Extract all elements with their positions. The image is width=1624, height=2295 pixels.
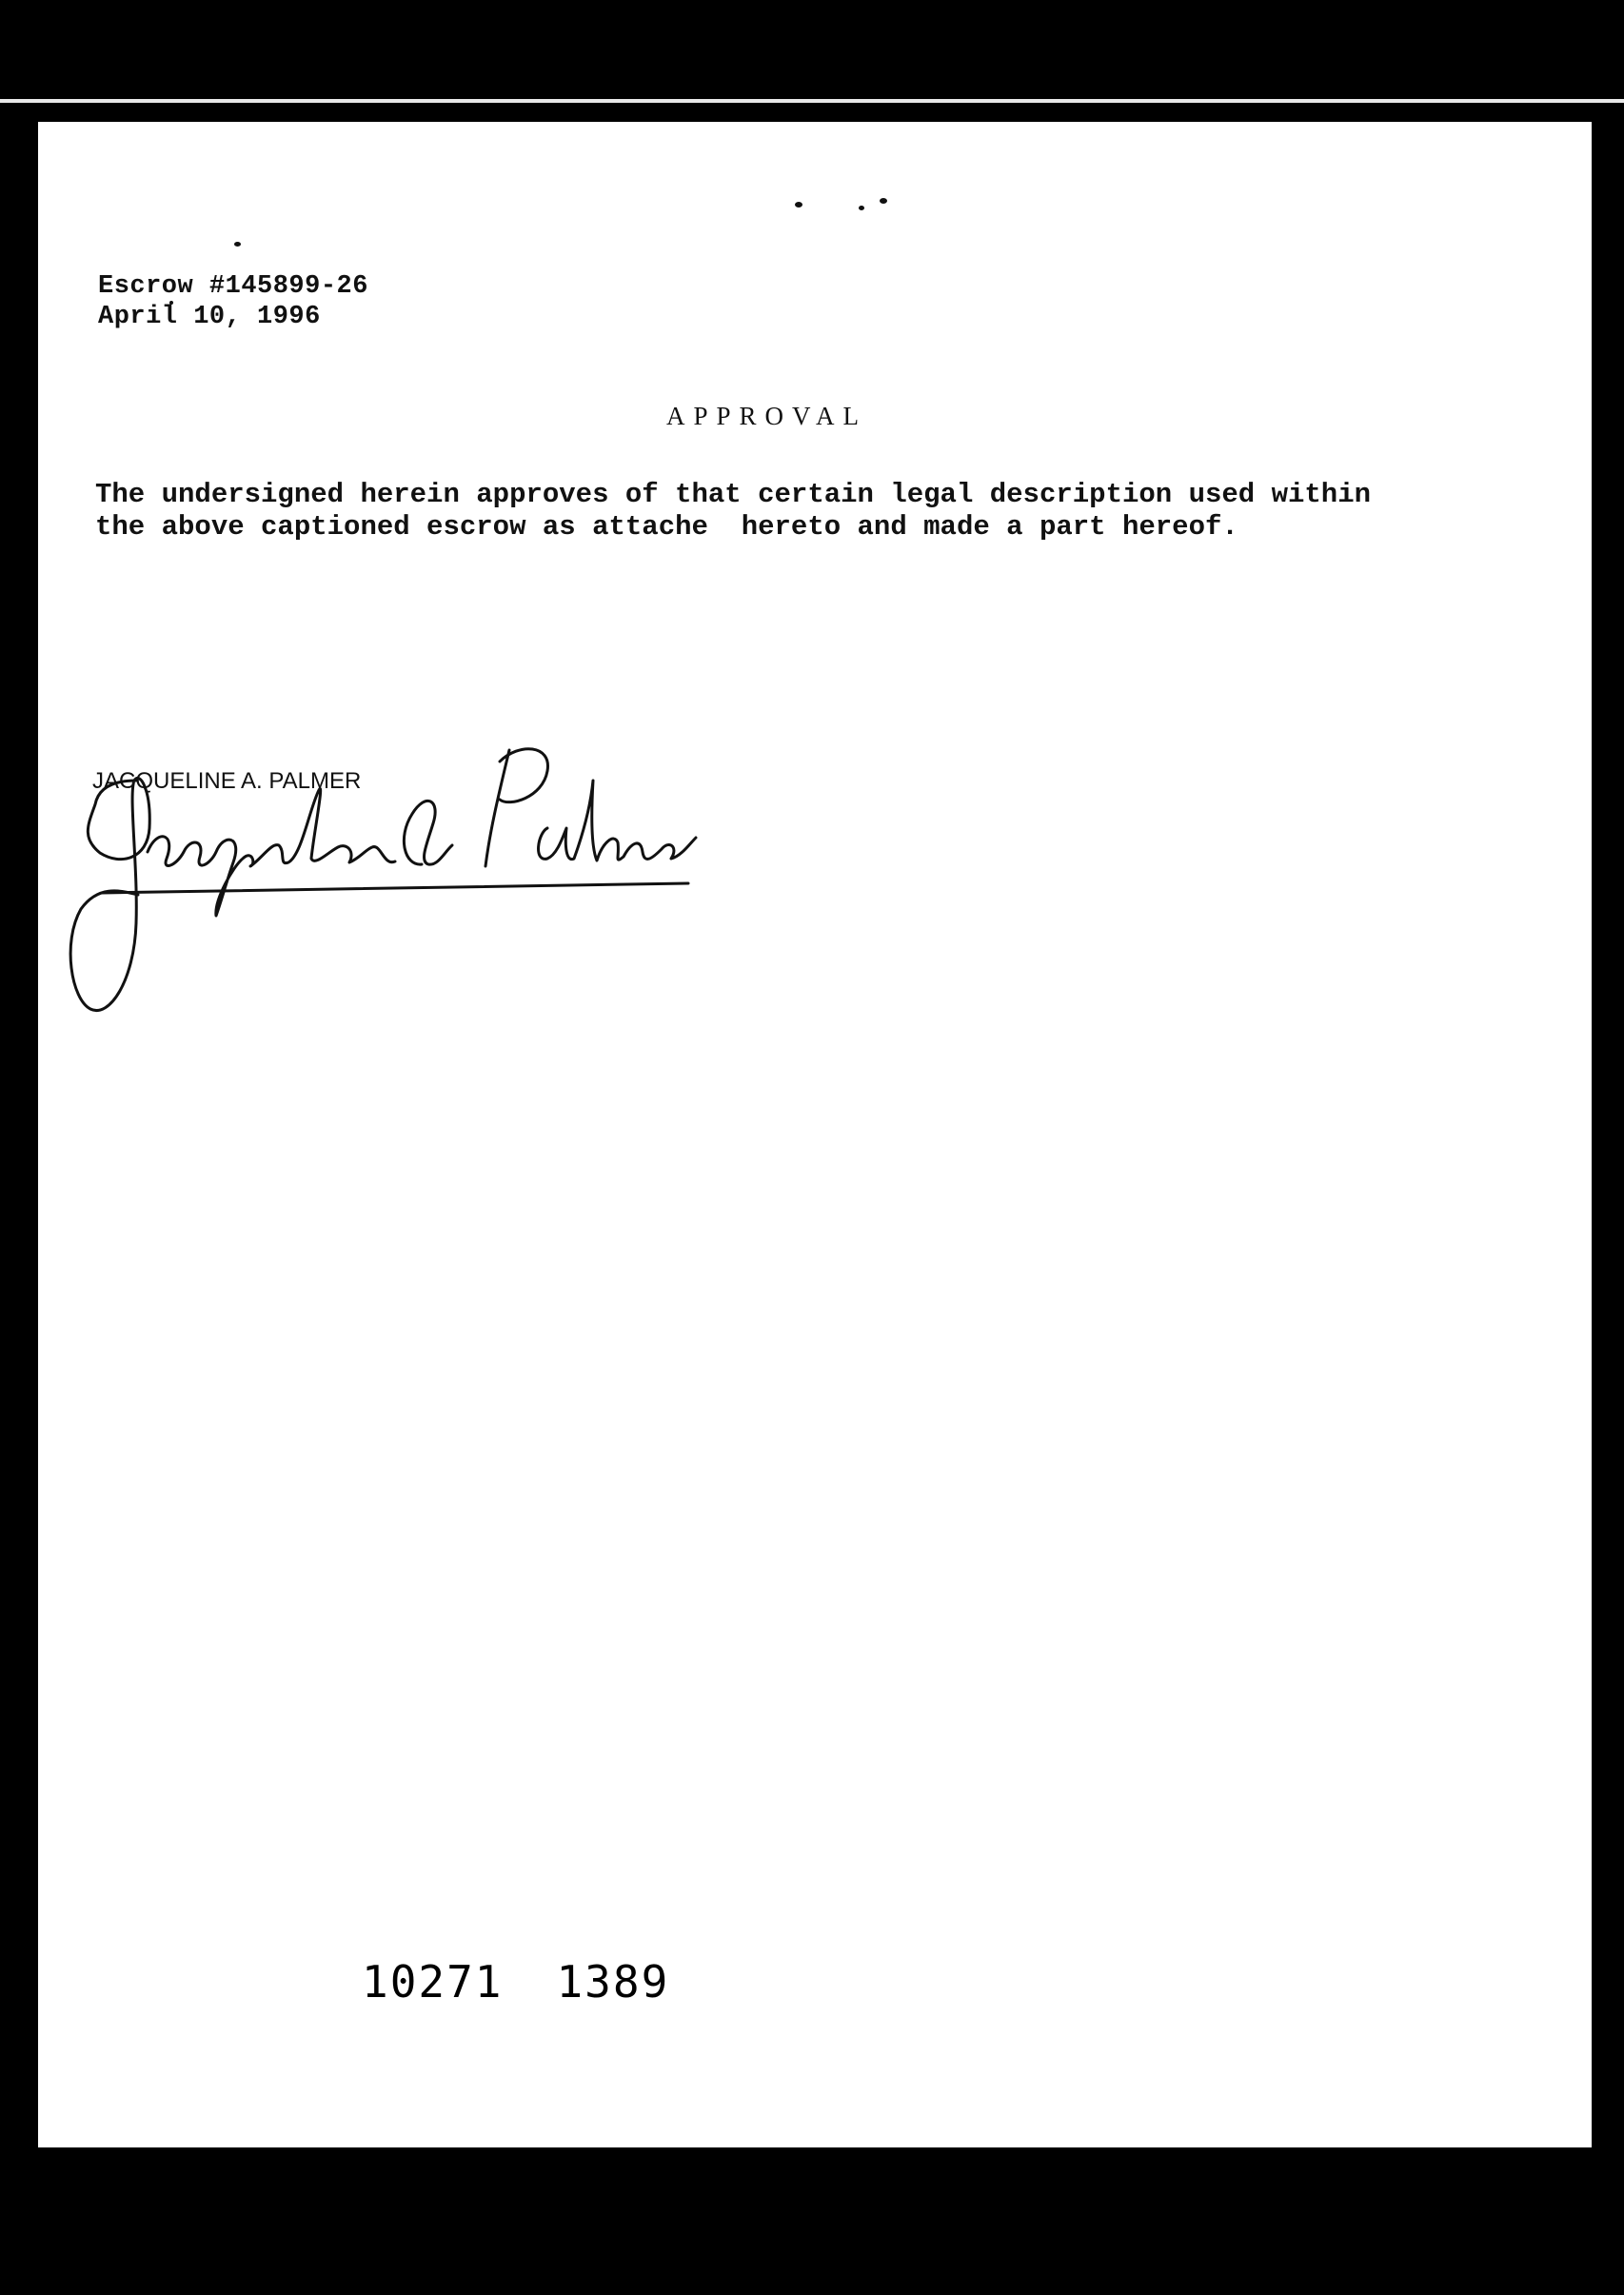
signer-name: JACQUELINE A. PALMER (92, 768, 362, 794)
approval-text-line: the above captioned escrow as attache hereto and made a part hereof. (95, 511, 1238, 543)
scan-speck (859, 206, 864, 210)
document-number-part: 10271 (362, 1956, 504, 2008)
approval-text-line: The undersigned herein approves of that certain legal description used within (95, 479, 1372, 510)
document-date: April 10, 1996 (98, 303, 321, 331)
document-number (362, 1956, 669, 2008)
handwritten-signature (52, 638, 700, 1038)
scan-border-line (0, 99, 1624, 103)
scan-speck (880, 198, 887, 204)
scan-speck (234, 242, 241, 247)
document-title: APPROVAL (666, 402, 868, 430)
scan-speck (795, 202, 802, 208)
escrow-number: Escrow #145899-26 (98, 272, 368, 301)
document-number-part: 1389 (556, 1956, 670, 2008)
